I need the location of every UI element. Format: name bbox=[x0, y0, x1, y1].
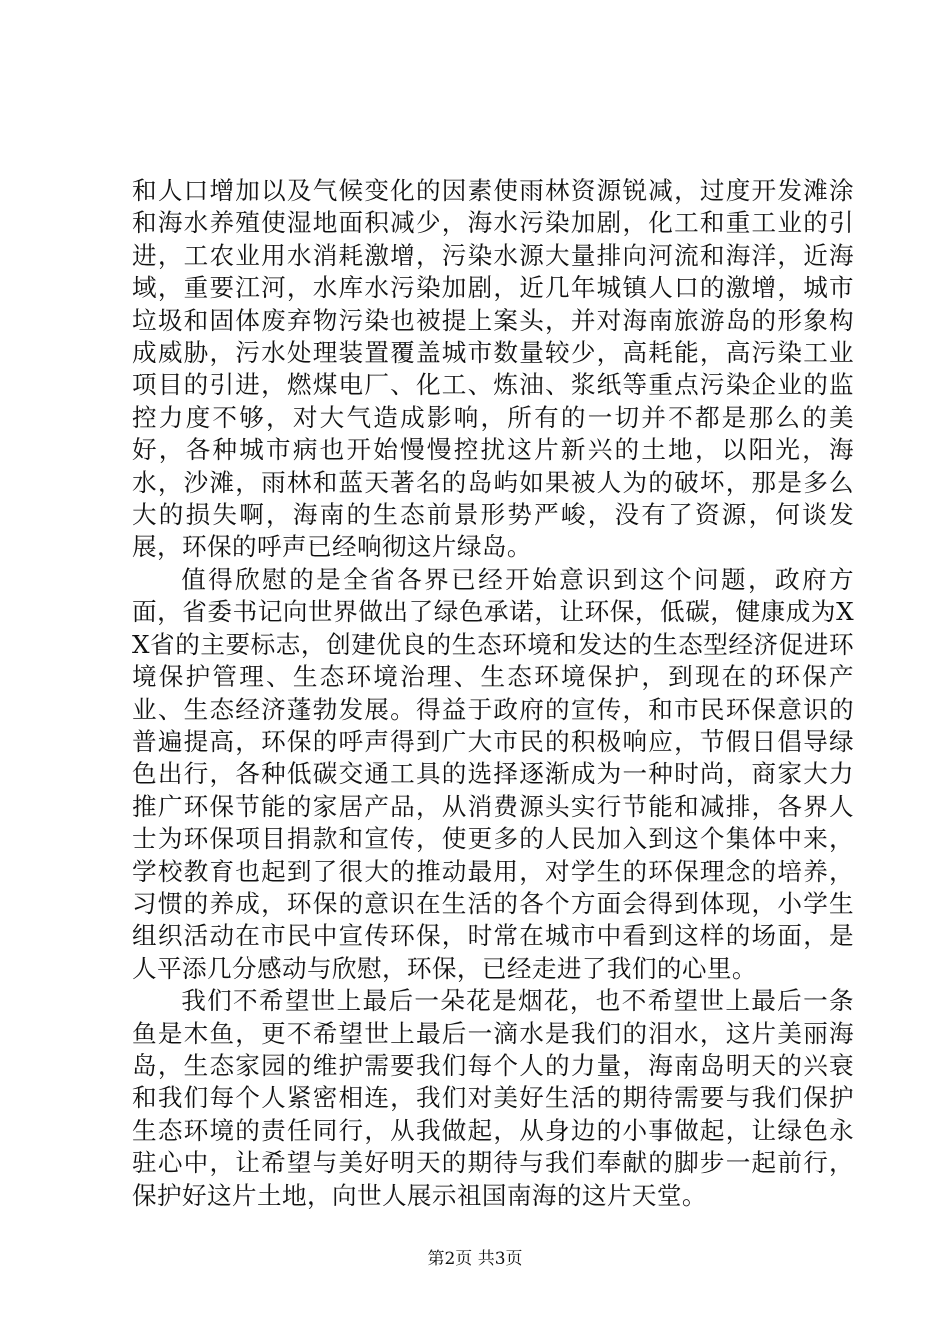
paragraph-1: 和人口增加以及气候变化的因素使雨林资源锐减，过度开发滩涂和海水养殖使湿地面积减少，海水污染加剧，化工和重工业的引进，工农业用水消耗激增，污染水源大量排向河流和海洋，近海域，重要江河，水库水污染加剧，近几年城镇人口的激增，城市垃圾和固体废弃物污染也被提上案头，并对海南旅游岛的形象构成威胁，污水处理装置覆盖城市数量较少，高耗能，高污染工业项目的引进，燃煤电厂、化工、炼油、浆纸等重点污染企业的监控力度不够，对大气造成影响，所有的一切并不都是那么的美好，各种城市病也开始慢慢控扰这片新兴的土地，以阳光，海水，沙滩，雨林和蓝天著名的岛屿如果被人为的破坏，那是多么大的损失啊，海南的生态前景形势严峻，没有了资源，何谈发展，环保的呼声已经响彻这片绿岛。 bbox=[132, 176, 854, 562]
page-footer: 第2页 共3页 bbox=[427, 1249, 523, 1269]
body-text bbox=[132, 175, 854, 1212]
paragraph-3: 我们不希望世上最后一朵花是烟花，也不希望世上最后一条鱼是木鱼，更不希望世上最后一滴水是我们的泪水，这片美丽海岛，生态家园的维护需要我们每个人的力量，海南岛明天的兴衰和我们每个人紧密相连，我们对美好生活的期待需要与我们保护生态环境的责任同行，从我做起，从身边的小事做起，让绿色永驻心中，让希望与美好明天的期待与我们奉献的脚步一起前行，保护好这片土地，向世人展示祖国南海的这片天堂。 bbox=[132, 986, 854, 1210]
paragraph-2: 值得欣慰的是全省各界已经开始意识到这个问题，政府方面，省委书记向世界做出了绿色承诺，让环保，低碳，健康成为XX省的主要标志，创建优良的生态环境和发达的生态型经济促进环境保护管理、生态环境治理、生态环境保护，到现在的环保产业、生态经济蓬勃发展。得益于政府的宣传，和市民环保意识的普遍提高，环保的呼声得到广大市民的积极响应，节假日倡导绿色出行，各种低碳交通工具的选择逐渐成为一种时尚，商家大力推广环保节能的家居产品，从消费源头实行节能和减排，各界人士为环保项目捐款和宣传，使更多的人民加入到这个集体中来，学校教育也起到了很大的推动最用，对学生的环保理念的培养，习惯的养成，环保的意识在生活的各个方面会得到体现，小学生组织活动在市民中宣传环保，时常在城市中看到这样的场面，是人平添几分感动与欣慰，环保，已经走进了我们的心里。 bbox=[132, 564, 854, 983]
